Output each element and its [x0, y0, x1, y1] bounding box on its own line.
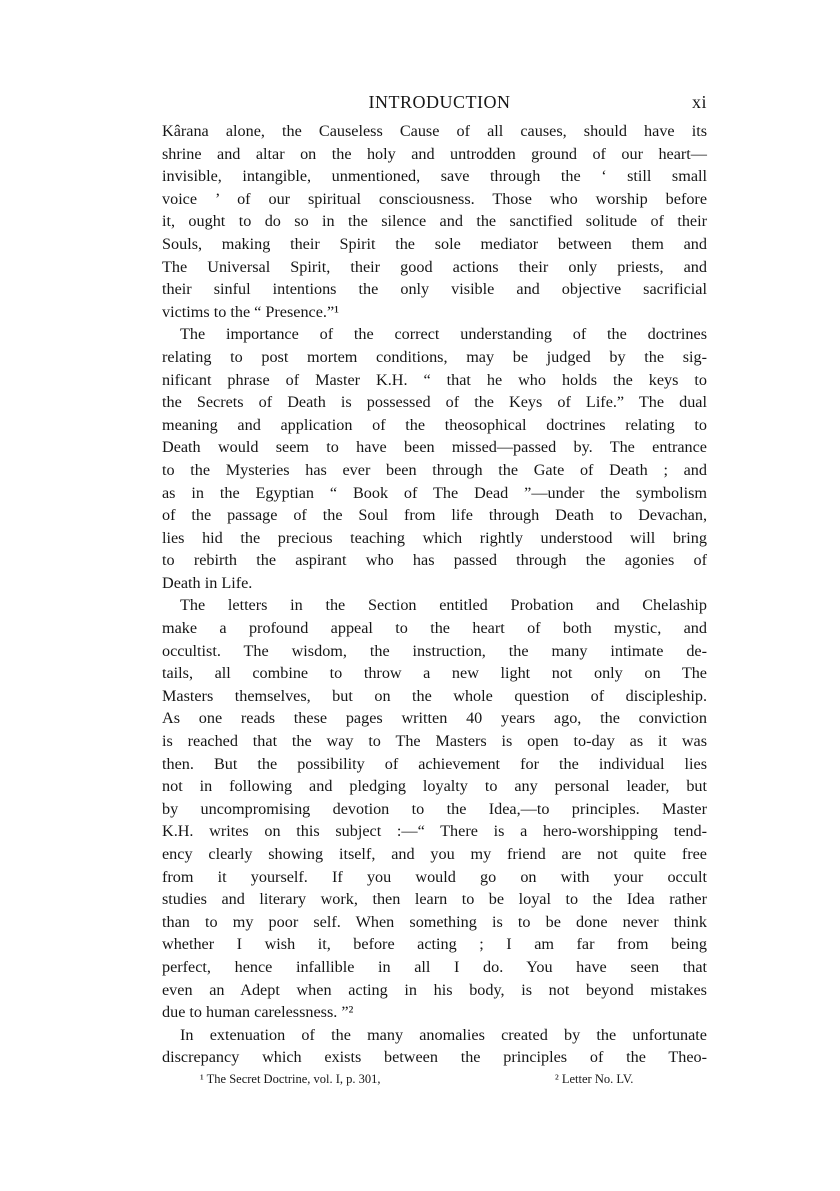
text-line: As one reads these pages written 40 years ago, the conviction	[162, 709, 707, 728]
text-line: Masters themselves, but on the whole question of discipleship.	[162, 686, 707, 705]
text-line: ency clearly showing itself, and you my friend are not quite free	[162, 845, 707, 863]
text-line: K.H. writes on this subject :—“ There is a hero-worshipping tend-	[162, 822, 707, 841]
text-line: lies hid the precious teaching which rightly understood will bring	[162, 528, 707, 547]
text-line: Kârana alone, the Causeless Cause of all causes, should have its	[162, 122, 707, 140]
text-line: The letters in the Section entitled Probation and Chelaship	[180, 596, 707, 615]
text-line: occultist. The wisdom, the instruction, the many intimate de-	[162, 641, 707, 660]
body-text	[162, 120, 707, 1069]
page-number: xi	[691, 92, 707, 112]
text-line: even an Adept when acting in his body, is not beyond mistakes	[162, 980, 707, 999]
text-line: invisible, intangible, unmentioned, save through the ‘ still small	[162, 167, 707, 186]
text-line: voice ’ of our spiritual consciousness. Those who worship before	[162, 189, 707, 208]
text-line: whether I wish it, before acting ; I am far from being	[162, 935, 707, 954]
text-line: then. But the possibility of achievement for the individual lies	[162, 754, 707, 773]
text-line: their sinful intentions the only visible and objective sacrificial	[162, 280, 707, 299]
text-line: Death in Life.	[162, 573, 253, 592]
text-line: perfect, hence infallible in all I do. You have seen that	[162, 957, 707, 976]
text-line: from it yourself. If you would go on with your occult	[162, 867, 707, 886]
text-line: Souls, making their Spirit the sole mediator between them and	[162, 234, 707, 253]
text-line: due to human carelessness. ”²	[162, 1003, 354, 1022]
text-line: as in the Egyptian “ Book of The Dead ”—under the symbolism	[162, 483, 707, 502]
footnotes	[200, 1072, 700, 1090]
text-line: nificant phrase of Master K.H. “ that he who holds the keys to	[162, 370, 707, 389]
footnote-2: ² Letter No. LV.	[555, 1072, 634, 1086]
text-line: Death would seem to have been missed—passed by. The entrance	[162, 438, 707, 457]
text-line: is reached that the way to The Masters is open to-day as it was	[162, 732, 707, 751]
text-line: relating to post mortem conditions, may be judged by the sig-	[162, 347, 707, 366]
running-head	[162, 92, 707, 120]
text-line: than to my poor self. When something is to be done never think	[162, 912, 707, 931]
chapter-title: INTRODUCTION	[368, 92, 511, 112]
text-line: The Universal Spirit, their good actions their only priests, and	[162, 257, 707, 276]
text-line: the Secrets of Death is possessed of the Keys of Life.” The dual	[162, 393, 707, 412]
text-line: make a profound appeal to the heart of both mystic, and	[162, 619, 707, 638]
text-line: of the passage of the Soul from life through Death to Devachan,	[162, 506, 707, 525]
text-line: meaning and application of the theosophical doctrines relating to	[162, 415, 707, 434]
text-line: to the Mysteries has ever been through the Gate of Death ; and	[162, 460, 707, 479]
text-line: In extenuation of the many anomalies created by the unfortunate	[180, 1025, 707, 1044]
text-line: studies and literary work, then learn to be loyal to the Idea rather	[162, 890, 707, 909]
footnote-1: ¹ The Secret Doctrine, vol. I, p. 301,	[200, 1072, 381, 1086]
text-line: discrepancy which exists between the principles of the Theo-	[162, 1048, 707, 1067]
text-line: it, ought to do so in the silence and the sanctified solitude of their	[162, 212, 707, 231]
text-line: shrine and altar on the holy and untrodden ground of our heart—	[162, 144, 707, 163]
text-line: to rebirth the aspirant who has passed through the agonies of	[162, 551, 707, 570]
text-line: not in following and pledging loyalty to any personal leader, but	[162, 777, 707, 796]
text-line: The importance of the correct understanding of the doctrines	[180, 325, 707, 344]
text-line: by uncompromising devotion to the Idea,—to principles. Master	[162, 799, 707, 818]
text-line: victims to the “ Presence.”¹	[162, 302, 340, 321]
book-page	[162, 92, 707, 1069]
text-line: tails, all combine to throw a new light not only on The	[162, 664, 707, 683]
